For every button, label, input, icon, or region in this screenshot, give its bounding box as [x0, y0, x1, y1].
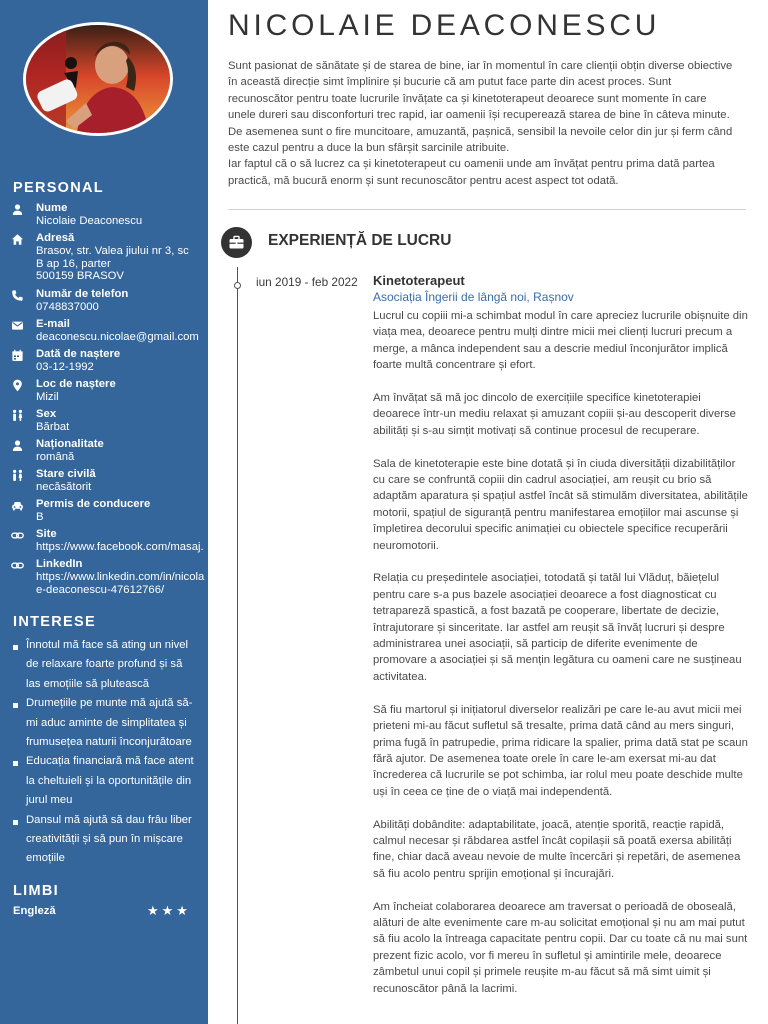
- interest-item: Înnotul mă face să ating un nivel de relaxare foarte profund și să las emoțiile să plutească: [13, 636, 198, 694]
- job-paragraph: Sala de kinetoterapie este bine dotată și în ciuda diversității dizabilităților cu care se confruntă copiii din cadrul asociației, am reușit cu brio să adaptăm aparatura și spațiul astfel încât să stimulăm diversitatea, abilitățile motorii, spațiul de siguranță pentru manifestarea emoțiilor mai ascunse și împletirea decorului specific animației cu obiectele specifice recuperării neuromotorii.: [373, 457, 748, 552]
- person-icon: [11, 203, 24, 216]
- job-paragraph: Lucrul cu copiii mi-a schimbat modul în care apreciez lucrurile obișnuite din viața mea, deoarece pentru mulți dintre micii mei clienți lucruri precum a merge, a mânca independent sau a descrie mediul înconjurător implică foarte multă concentrare și efort.: [373, 310, 748, 372]
- car-icon: [11, 499, 24, 512]
- job-paragraph: Relația cu președintele asociației, totodată și tatăl lui Vlăduț, băiețelul pentru care s-a pus bazele asociației deoarece a fost diagnosticat cu tetrapareză spastică, a fost bazată pe cooperare, libertate de decizie, întrajutorare și sinceritate. Iar astfel am reușit să învăț lucruri și despre administrarea unei asociații, să particip de diferite evenimente de promovare a asociației și să mențin legătura cu oameni care ne susțineau activitatea.: [373, 572, 742, 683]
- sidebar: PERSONAL Nume Nicolaie Deaconescu Adresă Brasov, str. Valea jiului nr 3, sc B ap 16, parter 500159 BRASOV Număr de telefon 0748837000 E-mail deaconescu.nicolae@gmail.com Dată de naștere 03-12-1992 Loc de naștere Mizil Sex Bărbat Naționalitate română Stare civilă necăsătorit Permis de conducere B Site https://www.facebook.com/masaj. LinkedIn https://www.linkedin.com/in/nicolae-deaconescu-47612766/ INTERESE Înnotul mă face să ating un nivel de relaxare foarte profund și să las emoțiile să plutească Drumețiile pe munte mă ajută să-mi aduc aminte de simplitatea și frumusețea naturii înconjurătoare Educația financiară mă face atent la cheltuieli și la oportunitățile din jurul meu Dansul mă ajută să dau frâu liber creativității și să pun în mișcare emoțiile LIMBI Engleză ★★★: [0, 0, 208, 1024]
- job-paragraph: Abilități dobândite: adaptabilitate, joacă, atenție sporită, reacție rapidă, calmul necesar și răbdarea astfel încât copilașii să poată exersa abilități fine, chiar dacă aveau nevoie de multe încercări și repetări, de asemenea să fiu acolo pentru sprijin emoțional și încurajări.: [373, 818, 741, 880]
- candidate-name: NICOLAIE DEACONESCU: [228, 9, 661, 42]
- personal-heading: PERSONAL: [13, 180, 104, 196]
- timeline-marker: [234, 282, 241, 289]
- experience-heading: EXPERIENȚĂ DE LUCRU: [268, 232, 452, 249]
- job-description: [373, 308, 748, 1013]
- gender-icon: [11, 409, 24, 422]
- email-icon: [11, 319, 24, 332]
- languages-heading: LIMBI: [13, 883, 59, 899]
- job-paragraph: Am învățat să mă joc dincolo de exercițiile specifice kinetoterapiei deoarece într-un mediu relaxat și amuzant copiii și-au descoperit diverse abilități și s-au simțit motivați să continue procesul de recuperare.: [373, 392, 736, 437]
- job-date-range: iun 2019 - feb 2022: [256, 275, 358, 289]
- timeline-line: [237, 267, 238, 1024]
- job-paragraph: Am încheiat colaborarea deoarece am traversat o perioadă de oboseală, alături de alte evenimente care m-au solicitat emoțional și nu am mai putut să fiu acolo la întreaga capacitate pentru copii. Dar cu toate că nu mai sunt prezent fizic acolo, vor fi mereu în sufletul și amintirile mele, deoarece zâmbetul unui copil și primele reușite m-au făcut să mă simt uimit și recunoscător până la lacrimi.: [373, 900, 748, 995]
- interest-item: Dansul mă ajută să dau frâu liber creativității și să pun în mișcare emoțiile: [13, 811, 198, 869]
- phone-icon: [11, 289, 24, 302]
- language-level-stars: ★★★: [147, 903, 191, 918]
- interests-list: [13, 636, 198, 869]
- profile-summary: Sunt pasionat de sănătate și de starea de bine, iar în momentul în care clienții obțin diverse obiective în această direcție simt împlinire și bucurie că am putut face parte din acest proces. Sunt recunoscător pentru toate lucrurile învățate ca și kinetoterapeut deoarece sunt momente în care unele dureri sau disconforturi trec rapid, iar oamenii își recuperează starea de bine în câteva minute. De asemenea sunt o fire muncitoare, amuzantă, pașnică, sensibil la nevoile celor din jur și ferm când este cazul pentru a duce la bun sfârșit sarcinile atribuite. Iar faptul că o să lucrez ca și kinetoterapeut cu oamenii unde am învățat pentru prima dată partea practică, mă bucură enorm și sunt recunoscător pentru acest aspect tot odată.: [228, 60, 733, 187]
- link-icon: [11, 529, 24, 542]
- job-paragraph: Să fiu martorul și inițiatorul diverselor realizări pe care le-au avut micii mei prieteni mi-au făcut sufletul să tresalte, prima dată când au mers singuri, prima fugă în patrupedie, prima ridicare la spalier, prima dată stat pe scaun fără ajutor. De asemenea toate orele în care le-am exersat mi-au dat încrederea că lucrurile se pot schimba, iar rolul meu poate deschide multe uși în ceea ce ține de o viață mai independentă.: [373, 703, 748, 798]
- calendar-icon: [11, 349, 24, 362]
- marital-status-icon: [11, 469, 24, 482]
- nationality-icon: [11, 439, 24, 452]
- profile-photo: [23, 22, 173, 136]
- language-name: Engleză: [13, 905, 56, 917]
- interest-item: Drumețiile pe munte mă ajută să-mi aduc aminte de simplitatea și frumusețea naturii înconjurătoare: [13, 694, 198, 752]
- link-icon: [11, 559, 24, 572]
- job-organization: Asociația Îngerii de lângă noi, Rașnov: [373, 290, 574, 304]
- interests-heading: INTERESE: [13, 614, 96, 630]
- home-icon: [11, 233, 24, 246]
- location-pin-icon: [11, 379, 24, 392]
- briefcase-icon: [221, 227, 252, 258]
- section-divider: [228, 209, 746, 210]
- interest-item: Educația financiară mă face atent la cheltuieli și la oportunitățile din jurul meu: [13, 752, 198, 810]
- job-title: Kinetoterapeut: [373, 273, 465, 288]
